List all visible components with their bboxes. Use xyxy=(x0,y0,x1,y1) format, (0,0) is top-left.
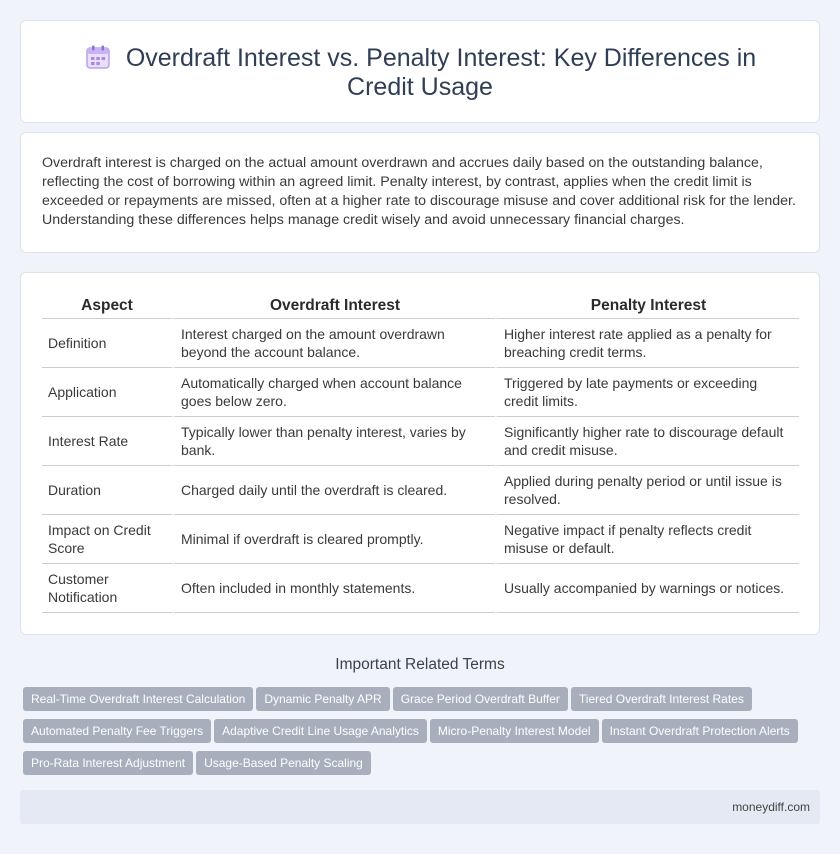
overdraft-cell: Charged daily until the overdraft is cleared. xyxy=(172,466,495,515)
related-term-tag[interactable]: Dynamic Penalty APR xyxy=(256,687,389,711)
table-row xyxy=(42,417,799,466)
calendar-icon xyxy=(84,43,112,71)
page-title-wrap xyxy=(61,43,779,102)
related-term-tag[interactable]: Tiered Overdraft Interest Rates xyxy=(571,687,752,711)
related-term-tag[interactable]: Grace Period Overdraft Buffer xyxy=(393,687,568,711)
table-row xyxy=(42,368,799,417)
table-row xyxy=(42,515,799,564)
aspect-cell: Impact on Credit Score xyxy=(42,515,172,564)
overdraft-cell: Often included in monthly statements. xyxy=(172,564,495,613)
header-aspect: Aspect xyxy=(42,296,172,319)
footer-site-link[interactable]: moneydiff.com xyxy=(732,800,810,814)
related-term-tag[interactable]: Pro-Rata Interest Adjustment xyxy=(23,751,193,775)
penalty-cell: Applied during penalty period or until issue is resolved. xyxy=(495,466,799,515)
page-title: Overdraft Interest vs. Penalty Interest: Key Differences in Credit Usage xyxy=(125,44,757,101)
related-term-tag[interactable]: Micro-Penalty Interest Model xyxy=(430,719,599,743)
aspect-cell: Application xyxy=(42,368,172,417)
table-row xyxy=(42,466,799,515)
overdraft-cell: Typically lower than penalty interest, varies by bank. xyxy=(172,417,495,466)
related-term-tag[interactable]: Real-Time Overdraft Interest Calculation xyxy=(23,687,253,711)
comparison-card xyxy=(20,272,820,635)
comparison-table xyxy=(42,296,799,613)
penalty-cell: Higher interest rate applied as a penalty for breaching credit terms. xyxy=(495,319,799,368)
related-terms-list xyxy=(23,687,823,783)
intro-card xyxy=(20,132,820,253)
aspect-cell: Interest Rate xyxy=(42,417,172,466)
related-term-tag[interactable]: Usage-Based Penalty Scaling xyxy=(196,751,371,775)
aspect-cell: Customer Notification xyxy=(42,564,172,613)
aspect-cell: Definition xyxy=(42,319,172,368)
table-header-row xyxy=(42,296,799,319)
related-term-tag[interactable]: Adaptive Credit Line Usage Analytics xyxy=(214,719,427,743)
penalty-cell: Negative impact if penalty reflects credit misuse or default. xyxy=(495,515,799,564)
penalty-cell: Triggered by late payments or exceeding credit limits. xyxy=(495,368,799,417)
overdraft-cell: Minimal if overdraft is cleared promptly. xyxy=(172,515,495,564)
table-row xyxy=(42,564,799,613)
overdraft-cell: Automatically charged when account balance goes below zero. xyxy=(172,368,495,417)
penalty-cell: Usually accompanied by warnings or notices. xyxy=(495,564,799,613)
footer xyxy=(20,790,820,824)
header-penalty-interest: Penalty Interest xyxy=(495,296,799,319)
aspect-cell: Duration xyxy=(42,466,172,515)
table-row xyxy=(42,319,799,368)
related-terms-heading: Important Related Terms xyxy=(335,656,505,673)
header-card xyxy=(20,20,820,123)
header-overdraft-interest: Overdraft Interest xyxy=(172,296,495,319)
related-term-tag[interactable]: Automated Penalty Fee Triggers xyxy=(23,719,211,743)
overdraft-cell: Interest charged on the amount overdrawn beyond the account balance. xyxy=(172,319,495,368)
penalty-cell: Significantly higher rate to discourage default and credit misuse. xyxy=(495,417,799,466)
intro-paragraph: Overdraft interest is charged on the actual amount overdrawn and accrues daily based on the outstanding balance, reflecting the cost of borrowing within an agreed limit. Penalty interest, by contrast, applies when the credit limit is exceeded or repayments are missed, often at a higher rate to discourage misuse and cover additional risk for the lender. Understanding these differences helps manage credit wisely and avoid unnecessary financial charges. xyxy=(42,155,796,228)
related-term-tag[interactable]: Instant Overdraft Protection Alerts xyxy=(602,719,798,743)
